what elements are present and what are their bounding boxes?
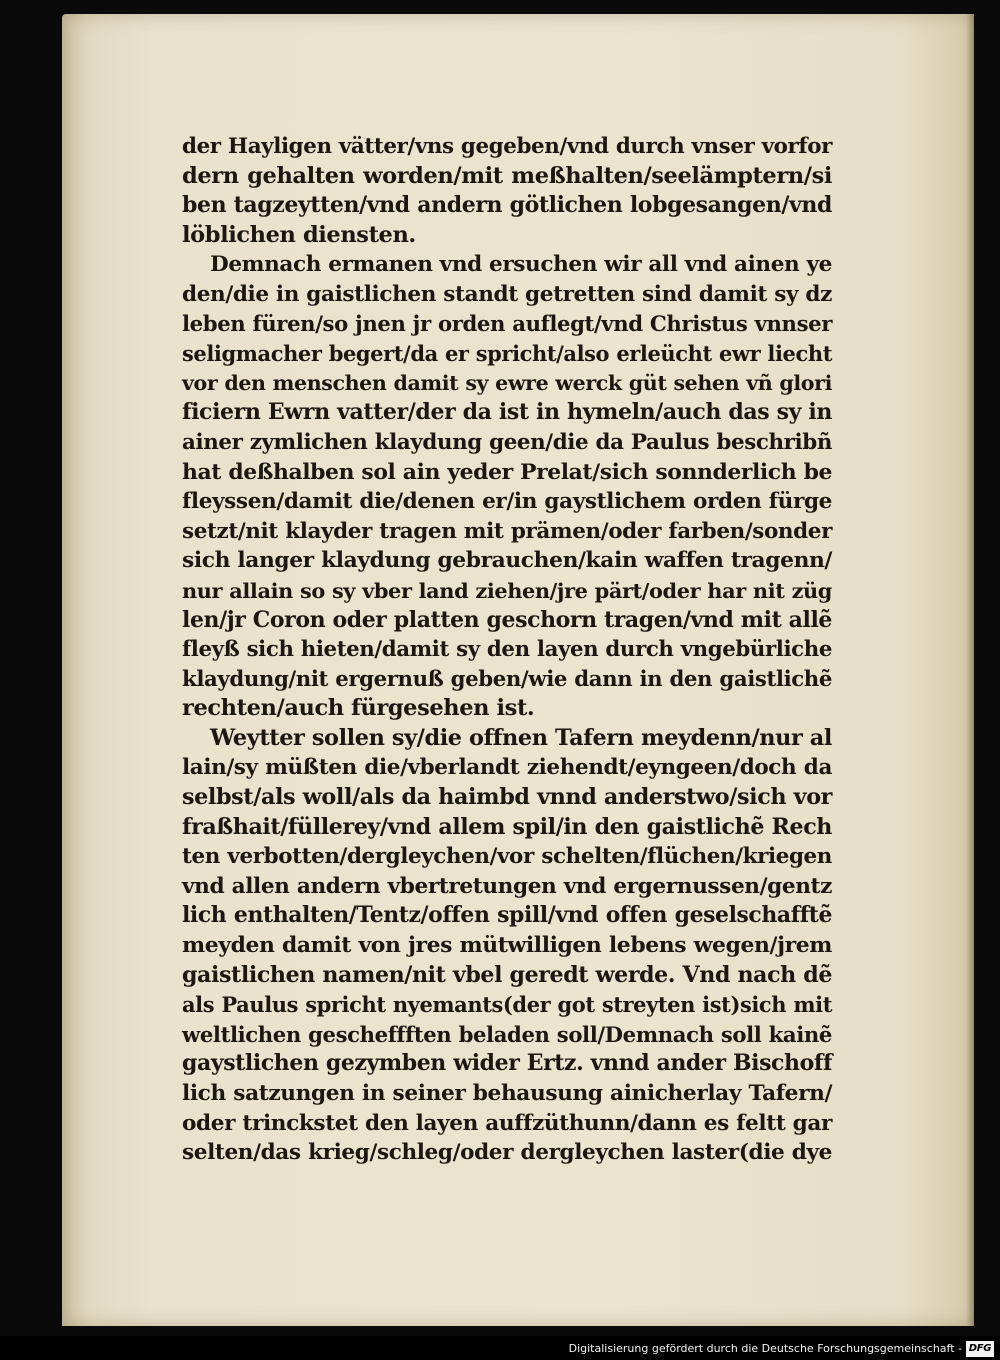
text-line: hat deßhalben sol ain yeder Prelat/sich sonnderlich be: [182, 458, 832, 485]
text-line: lain/sy müßten die/vberlandt ziehendt/eyngeen/doch da: [182, 755, 832, 781]
text-line: leben füren/so jnen jr orden auflegt/vnd Christus vnnser: [182, 311, 832, 337]
text-line: ben tagzeytten/vnd andern götlichen lobgesangen/vnd: [182, 192, 832, 219]
text-line: ten verbotten/dergleychen/vor schelten/flüchen/kriegen: [182, 844, 832, 870]
text-line: dern gehalten worden/mit meßhalten/seelämptern/si: [182, 162, 832, 189]
text-line: oder trinckstet den layen auffzüthunn/dann es feltt gar: [182, 1110, 832, 1136]
text-line: vor den menschen damit sy ewre werck güt sehen vñ glori: [182, 370, 832, 395]
dfg-logo-icon: DFG: [966, 1341, 994, 1357]
text-line: nur allain so sy vber land ziehen/jre pärt/oder har nit züg: [182, 577, 832, 603]
text-line: meyden damit von jres mütwilligen lebens wegen/jrem: [182, 932, 832, 959]
book-page: [62, 14, 974, 1326]
text-line: fleyssen/damit die/denen er/in gaystlichem orden fürge: [182, 489, 832, 515]
text-line: klaydung/nit ergernuß geben/wie dann in den gaistlichẽ: [182, 666, 832, 692]
page-text-block: [182, 132, 832, 1168]
text-line: Demnach ermanen vnd ersuchen wir all vnd ainen ye: [210, 252, 832, 278]
text-line: ficiern Ewrn vatter/der da ist in hymeln/auch das sy in: [182, 399, 832, 426]
text-line: len/jr Coron oder platten geschorn tragen/vnd mit allẽ: [182, 606, 832, 633]
text-line: gaistlichen namen/nit vbel geredt werde. Vnd nach dẽ: [182, 961, 832, 988]
text-line: löblichen diensten.: [182, 221, 416, 248]
text-line: vnd allen andern vbertretungen vnd ergernussen/gentz: [182, 873, 832, 899]
text-line: ainer zymlichen klaydung geen/die da Paulus beschribñ: [182, 429, 832, 455]
text-line: selbst/als woll/als da haimbd vnnd anderstwo/sich vor: [182, 784, 832, 811]
text-line: rechten/auch fürgesehen ist.: [182, 695, 535, 722]
text-line: als Paulus spricht nyemants(der got streyten ist)sich mit: [182, 992, 832, 1018]
text-line: lich satzungen in seiner behausung ainicherlay Tafern/: [182, 1081, 832, 1106]
text-line: sich langer klaydung gebrauchen/kain waffen tragenn/: [182, 548, 832, 574]
footer-bar: [0, 1336, 1000, 1360]
text-line: fraßhait/füllerey/vnd allem spil/in den gaistlichẽ Rech: [182, 813, 832, 840]
text-line: fleyß sich hieten/damit sy den layen durch vngebürliche: [182, 637, 832, 663]
text-line: den/die in gaistlichen standt getretten sind damit sy dz: [182, 281, 832, 307]
text-line: Weytter sollen sy/die offnen Tafern meydenn/nur al: [210, 724, 832, 751]
text-line: gaystlichen gezymben wider Ertz. vnnd ander Bischoff: [182, 1050, 832, 1077]
text-line: selten/das krieg/schleg/oder dergleychen laster(die dye: [182, 1140, 832, 1166]
text-line: weltlichen gescheffften beladen soll/Demnach soll kainẽ: [182, 1021, 832, 1047]
text-line: der Hayligen vätter/vns gegeben/vnd durch vnser vorfor: [182, 134, 832, 159]
text-line: setzt/nit klayder tragen mit prämen/oder farben/sonder: [182, 518, 832, 544]
text-line: lich enthalten/Tentz/offen spill/vnd offen geselschafftẽ: [182, 902, 832, 929]
text-line: seligmacher begert/da er spricht/also erleücht ewr liecht: [182, 341, 832, 367]
digitization-credit: Digitalisierung gefördert durch die Deutsche Forschungsgemeinschaft -: [568, 1342, 962, 1355]
